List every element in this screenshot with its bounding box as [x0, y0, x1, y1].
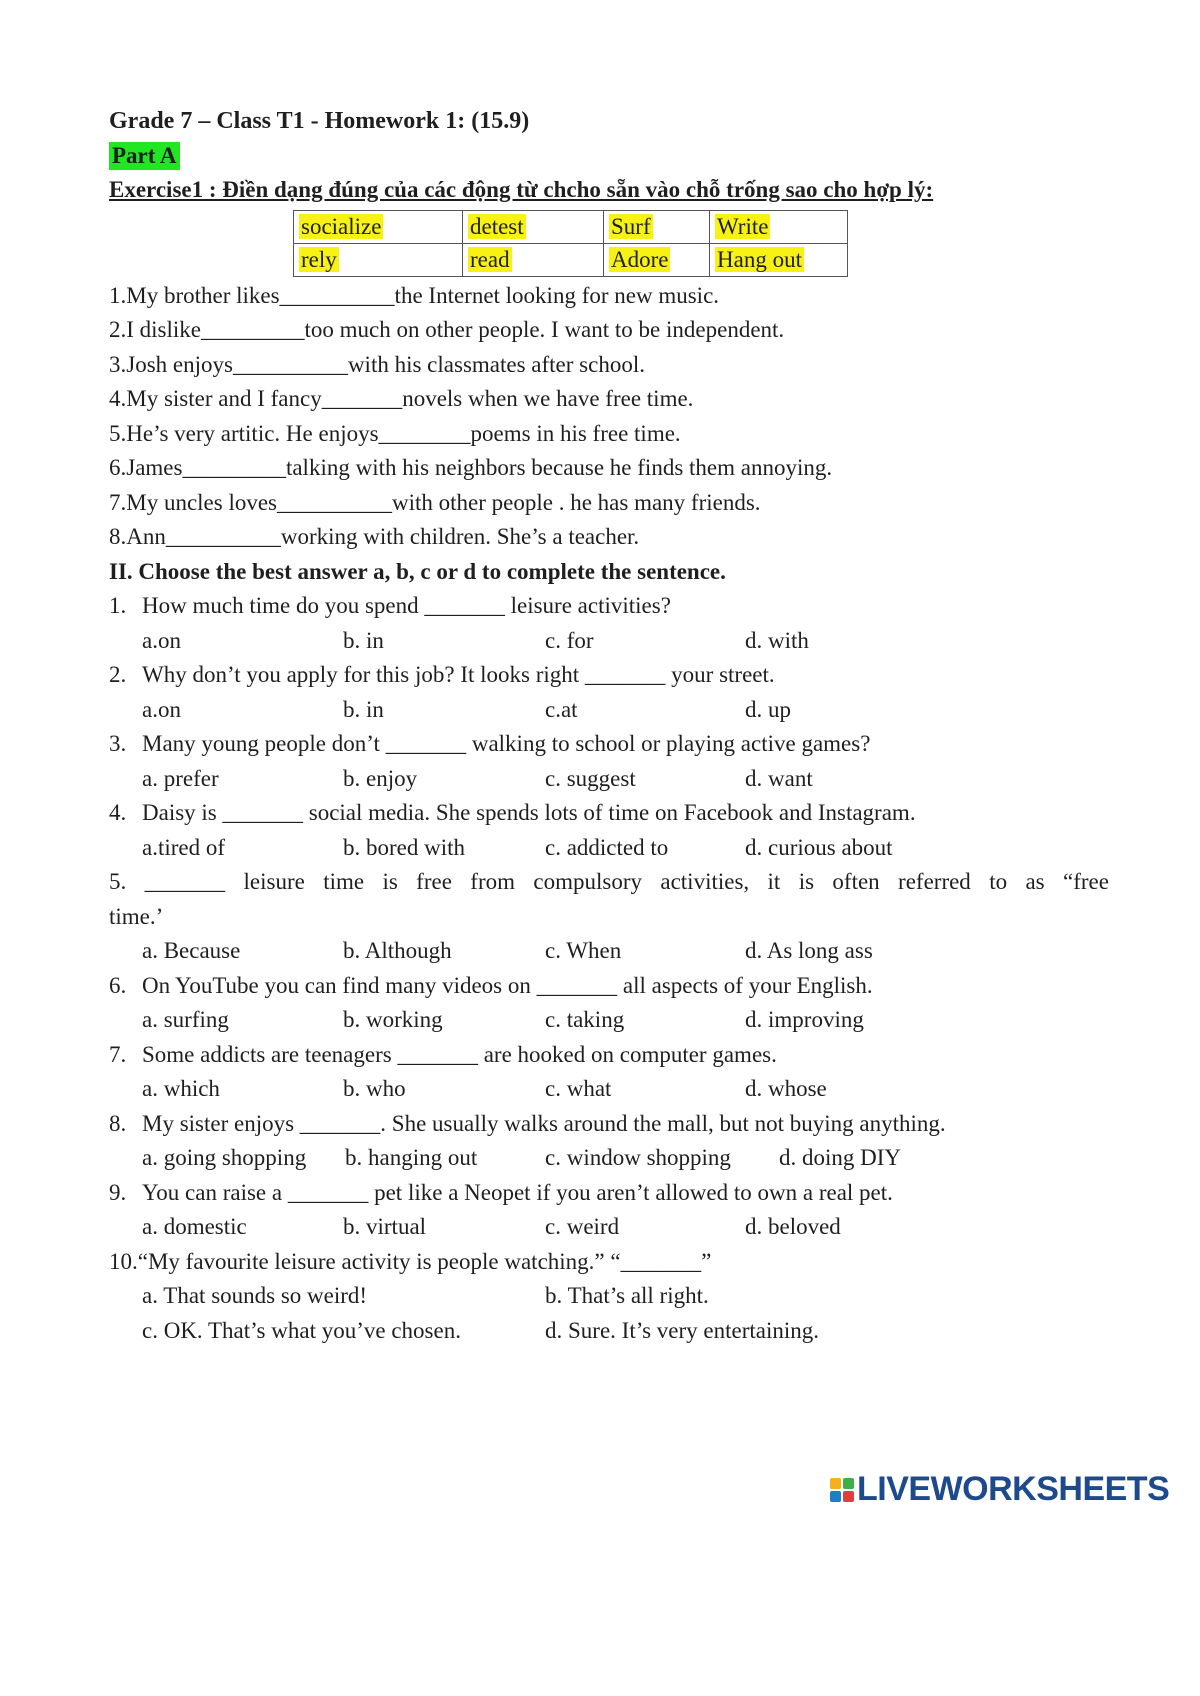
option-a: a. domestic [142, 1214, 247, 1239]
question: 4. Daisy is _______ social media. She spends lots of time on Facebook and Instagram. [109, 800, 916, 825]
question: 5. _______ leisure time is free from compulsory activities, it is often referred to as “free [109, 869, 1109, 894]
option-b: b. working [343, 1007, 443, 1032]
word-cell: read [463, 243, 604, 276]
exercise1-item: 8.Ann__________working with children. She’s a teacher. [109, 524, 640, 549]
option-b: b. virtual [343, 1214, 427, 1239]
word-cell: Hang out [710, 243, 848, 276]
answer-options [109, 831, 1109, 866]
question: 1. How much time do you spend _______ leisure activities? [109, 593, 671, 618]
exercise1-item: 1.My brother likes__________the Internet looking for new music. [109, 282, 720, 308]
option-d: d. whose [745, 1076, 827, 1101]
option-d: d. doing DIY [779, 1145, 902, 1170]
answer-options [109, 693, 1109, 728]
part-a-label: Part A [109, 142, 180, 170]
liveworksheets-logo [830, 1470, 1169, 1509]
option-d: d. curious about [745, 834, 893, 860]
question: 6. On YouTube you can find many videos on _______ all aspects of your English. [109, 972, 873, 998]
word-box [293, 210, 848, 277]
exercise1-item: 4.My sister and I fancy_______novels when we have free time. [109, 386, 694, 411]
option-d: d. As long ass [745, 938, 873, 963]
exercise1-heading: Exercise1 : Điền dạng đúng của các động từ chcho sẵn vào chỗ trống sao cho hợp lý: [109, 177, 934, 202]
option-b: b. hanging out [345, 1145, 478, 1170]
option-b: b. Although [343, 938, 452, 963]
question: 7. Some addicts are teenagers _______ are hooked on computer games. [109, 1041, 777, 1067]
option-c: c. what [545, 1076, 612, 1101]
worksheet-title: Grade 7 – Class T1 - Homework 1: (15.9) [109, 108, 530, 134]
question-continuation: time.’ [109, 903, 164, 929]
option-b: b. who [343, 1076, 406, 1101]
option-c: c. addicted to [545, 834, 669, 860]
option-a: a. which [142, 1076, 220, 1101]
option-c: c. weird [545, 1214, 620, 1239]
answer-options [109, 1314, 1109, 1349]
option-a: a. That sounds so weird! [142, 1283, 368, 1308]
exercise1-item: 7.My uncles loves__________with other people . he has many friends. [109, 489, 761, 515]
option-d: d. improving [745, 1007, 864, 1032]
option-b: b. in [343, 696, 384, 722]
option-a: a.tired of [142, 834, 226, 860]
section2-heading: II. Choose the best answer a, b, c or d to complete the sentence. [109, 558, 726, 584]
question: 10.“My favourite leisure activity is people watching.” “_______” [109, 1248, 712, 1274]
question: 3. Many young people don’t _______ walking to school or playing active games? [109, 731, 871, 756]
option-b: b. That’s all right. [545, 1283, 709, 1308]
option-a: a.on [142, 696, 181, 722]
word-box-row [294, 210, 848, 243]
logo-text: LIVEWORKSHEETS [857, 1470, 1170, 1508]
word-cell: detest [463, 210, 604, 243]
exercise1-item: 3.Josh enjoys__________with his classmates after school. [109, 351, 645, 377]
exercise1-item: 2.I dislike_________too much on other people. I want to be independent. [109, 317, 785, 342]
option-a: a. Because [142, 938, 241, 963]
option-d: d. with [745, 627, 809, 653]
option-a: a. prefer [142, 765, 219, 791]
answer-options [109, 1210, 1109, 1245]
word-cell: rely [294, 243, 463, 276]
option-a: a.on [142, 627, 181, 653]
option-d: d. beloved [745, 1214, 841, 1239]
answer-options [109, 1072, 1109, 1107]
question: 9. You can raise a _______ pet like a Neopet if you aren’t allowed to own a real pet. [109, 1179, 893, 1205]
option-c: c. OK. That’s what you’ve chosen. [142, 1317, 461, 1343]
option-c: c.at [545, 696, 578, 722]
word-cell: Surf [604, 210, 710, 243]
option-a: a. surfing [142, 1007, 229, 1032]
option-b: b. bored with [343, 834, 466, 860]
question: 8. My sister enjoys _______. She usually walks around the mall, but not buying anything. [109, 1110, 946, 1136]
answer-options [109, 624, 1109, 659]
answer-options [109, 1141, 1109, 1176]
answer-options [109, 762, 1109, 797]
option-c: c. suggest [545, 765, 636, 791]
exercise1-item: 6.James_________talking with his neighbors because he finds them annoying. [109, 455, 833, 480]
worksheet [109, 104, 1109, 1348]
answer-options [109, 1003, 1109, 1038]
option-c: c. When [545, 938, 622, 963]
question: 2. Why don’t you apply for this job? It looks right _______ your street. [109, 662, 775, 687]
word-cell: Write [710, 210, 848, 243]
exercise1-item: 5.He’s very artitic. He enjoys________poems in his free time. [109, 420, 681, 446]
option-a: a. going shopping [142, 1145, 307, 1170]
option-c: c. for [545, 627, 594, 653]
option-c: c. taking [545, 1007, 625, 1032]
option-b: b. enjoy [343, 765, 418, 791]
option-d: d. up [745, 696, 791, 722]
answer-options [109, 1279, 1109, 1314]
option-b: b. in [343, 627, 384, 653]
word-cell: socialize [294, 210, 463, 243]
word-box-row [294, 243, 848, 276]
option-d: d. want [745, 765, 813, 791]
logo-icon [830, 1478, 854, 1502]
word-cell: Adore [604, 243, 710, 276]
answer-options [109, 934, 1109, 969]
option-d: d. Sure. It’s very entertaining. [545, 1317, 820, 1343]
option-c: c. window shopping [545, 1145, 731, 1170]
